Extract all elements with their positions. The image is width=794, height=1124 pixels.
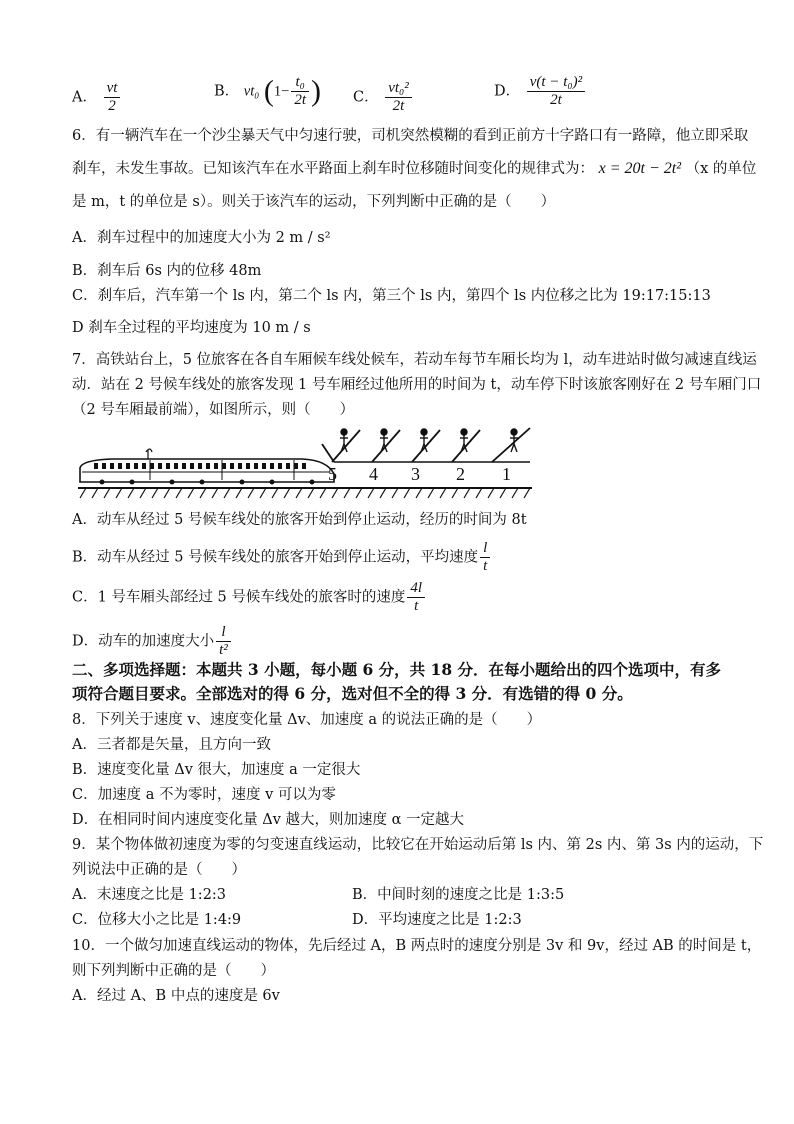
q8-option-d: D．在相同时间内速度变化量 Δv 越大，则加速度 α 一定越大 [72,812,465,828]
q10-option-a: A．经过 A、B 中点的速度是 6v [72,988,280,1004]
q7-option-a: A．动车从经过 5 号候车线处的旅客开始到停止运动，经历的时间为 8t [72,512,527,528]
q5-option-c: C． $\frac{\text{vt₀²}}{2t}$ [353,80,414,115]
q5-a-fraction: $\frac{vt}{2}$ [104,80,121,115]
q5-option-d: D． $\frac{\text{v(t − t₀)²}}{2t}$ [494,74,587,109]
platform-label-1: 1 [502,464,511,484]
q5-option-a: A． $\frac{vt}{2}$ [72,80,122,115]
q7-stem-line-1: 7．高铁站台上，5 位旅客在各自车厢候车线处候车，若动车每节车厢长均为 l，动车进站时做匀减速直线运 [72,352,757,368]
q7-d-fraction: $\frac{l}{\text{t²}}$ [216,624,231,659]
q6-option-a: A．刹车过程中的加速度大小为 2 m / s² [72,230,331,246]
platform-label-5: 5 [328,464,337,484]
platform-label-4: 4 [369,464,378,484]
q5-c-fraction: $\frac{\text{vt₀²}}{2t}$ [385,80,412,115]
train-platform-figure [72,422,542,504]
q6-formula: x = 20t − 2t² [598,160,681,177]
q9-option-d: D．平均速度之比是 1:2:3 [352,912,522,928]
q8-stem: 8．下列关于速度 v、速度变化量 Δv、加速度 a 的说法正确的是（ ） [72,712,542,728]
train-icon [80,449,334,485]
q6-stem-line-1: 6．有一辆汽车在一个沙尘暴天气中匀速行驶，司机突然模糊的看到正前方十字路口有一路障，他立即采取 [72,128,749,144]
q7-option-b: B．动车从经过 5 号候车线处的旅客开始到停止运动，平均速度 $\frac{l}{t}$ [72,540,492,575]
q6-option-b: B．刹车后 6s 内的位移 48m [72,263,262,279]
q5-option-b: B． vt₀ (1− $\frac{\text{t₀}}{2t}$ ) [214,74,321,108]
platform-label-3: 3 [411,464,420,484]
q10-stem-line-1: 10．一个做匀加速直线运动的物体，先后经过 A，B 两点时的速度分别是 3v 和 9v，经过 AB 的时间是 t， [72,938,762,954]
q8-option-a: A．三者都是矢量，且方向一致 [72,737,271,753]
q6-stem-line-2: 刹车，未发生事故。已知该汽车在水平路面上刹车时位移随时间变化的规律式为： x = 20t − 2t² （x 的单位 [72,160,757,177]
q7-option-c: C．1 号车厢头部经过 5 号候车线处的旅客时的速度 $\frac{4l}{t}$ [72,580,427,615]
q6-stem-line-3: 是 m，t 的单位是 s）。则关于该汽车的运动，下列判断中正确的是（ ） [72,194,556,210]
section-2-header-line-2: 项符合题目要求。全部选对的得 6 分，选对但不全的得 3 分．有选错的得 0 分。 [72,684,633,703]
q9-stem-line-1: 9．某个物体做初速度为零的匀变速直线运动，比较它在开始运动后第 ls 内、第 2s 内、第 3s 内的运动，下 [72,837,764,853]
q9-stem-line-2: 列说法中正确的是（ ） [72,862,246,878]
q7-b-fraction: $\frac{l}{t}$ [480,540,490,575]
q5-d-fraction: $\frac{\text{v(t − t₀)²}}{2t}$ [527,74,585,109]
q9-option-c: C．位移大小之比是 1:4:9 [72,912,242,928]
q6-option-c: C．刹车后，汽车第一个 ls 内，第二个 ls 内，第三个 ls 内，第四个 ls 内位移之比为 19:17:15:13 [72,288,711,304]
q5-b-fraction: $\frac{\text{t₀}}{2t}$ [291,74,309,109]
q7-option-d: D．动车的加速度大小 $\frac{l}{\text{t²}}$ [72,624,233,659]
q9-option-a: A．末速度之比是 1:2:3 [72,887,227,903]
q9-option-b: B．中间时刻的速度之比是 1:3:5 [352,887,565,903]
q8-option-c: C．加速度 a 不为零时，速度 v 可以为零 [72,787,336,803]
q6-option-d: D 刹车全过程的平均速度为 10 m / s [72,320,311,336]
q8-option-b: B．速度变化量 Δv 很大，加速度 a 一定很大 [72,762,361,778]
q7-c-fraction: $\frac{4l}{t}$ [407,580,425,615]
platform-label-2: 2 [456,464,465,484]
q7-stem-line-2: 动．站在 2 号候车线处的旅客发现 1 号车厢经过他所用的时间为 t，动车停下时该旅客刚好在 2 号车厢门口 [72,377,762,393]
q7-stem-line-3: （2 号车厢最前端），如图所示，则（ ） [72,402,355,418]
q10-stem-line-2: 则下列判断中正确的是（ ） [72,963,275,979]
section-2-header-line-1: 二、多项选择题：本题共 3 小题，每小题 6 分，共 18 分．在每小题给出的四个选项中，有多 [72,660,722,679]
